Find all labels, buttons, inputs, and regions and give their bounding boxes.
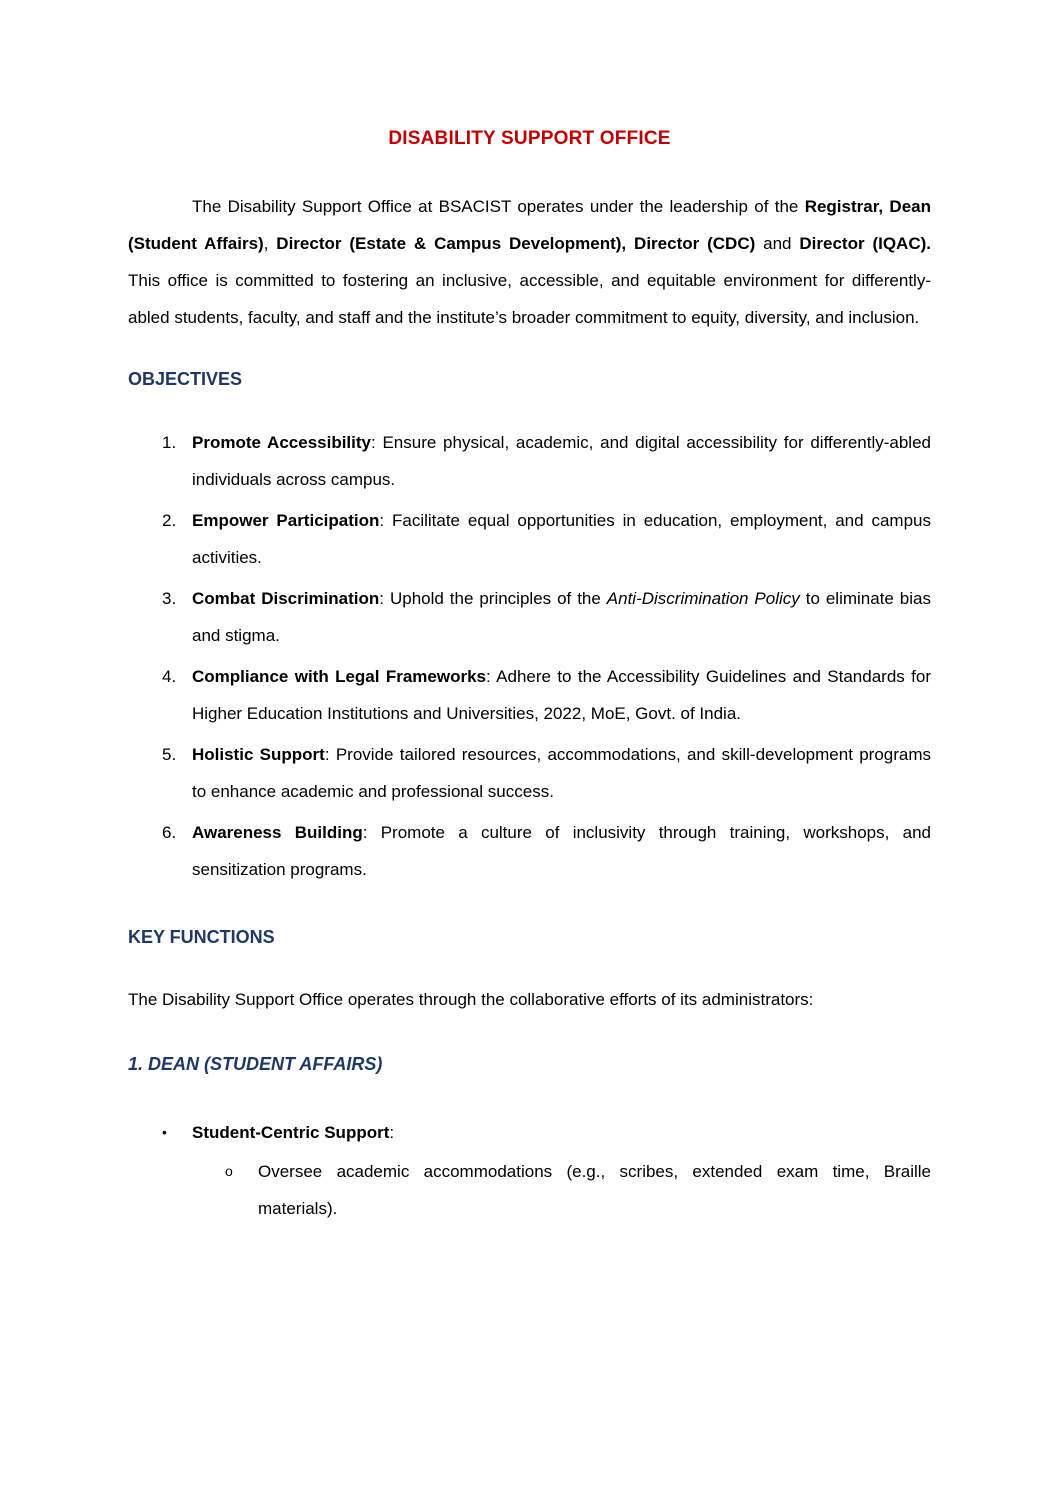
intro-segment: Director (IQAC). bbox=[799, 234, 932, 253]
objective-text: Combat Discrimination: Uphold the principles of the Anti-Discrimination Policy to eliminate bias and stigma. bbox=[192, 589, 931, 645]
objective-number: 6. bbox=[162, 823, 177, 842]
circle-bullet-icon: o bbox=[225, 1163, 233, 1179]
objective-text: Holistic Support: Provide tailored resources, accommodations, and skill-development programs to enhance academic and professional success. bbox=[192, 745, 932, 801]
objective-item bbox=[162, 580, 931, 654]
bullet-text: Student-Centric Support: bbox=[192, 1123, 395, 1142]
objective-item bbox=[162, 814, 931, 888]
objective-number: 2. bbox=[162, 511, 177, 530]
objective-item bbox=[162, 502, 931, 576]
objective-text: Empower Participation: Facilitate equal opportunities in education, employment, and campus activities. bbox=[192, 511, 931, 567]
objective-item bbox=[162, 424, 931, 498]
dean-section-heading: 1. DEAN (STUDENT AFFAIRS) bbox=[128, 1054, 383, 1074]
intro-segment: The Disability Support Office at BSACIST operates under the leadership of the bbox=[192, 197, 805, 216]
intro-paragraph bbox=[128, 188, 931, 336]
intro-segment: , bbox=[263, 234, 277, 253]
objective-number: 5. bbox=[162, 745, 177, 764]
sub-bullet-item bbox=[128, 1153, 931, 1227]
bullet-list bbox=[128, 1114, 931, 1227]
objective-item bbox=[162, 736, 931, 810]
objective-text: Awareness Building: Promote a culture of inclusivity through training, workshops, and sensitization programs. bbox=[192, 823, 931, 879]
intro-segment: Director (Estate & Campus Development), Director (CDC) bbox=[276, 234, 756, 253]
bullet-icon: • bbox=[162, 1124, 167, 1140]
objective-item bbox=[162, 658, 931, 732]
objective-text: Promote Accessibility: Ensure physical, academic, and digital accessibility for differently-abled individuals across campus. bbox=[192, 433, 931, 489]
page-title: DISABILITY SUPPORT OFFICE bbox=[388, 128, 671, 149]
key-functions-intro: The Disability Support Office operates through the collaborative efforts of its administrators: bbox=[128, 990, 814, 1009]
objective-number: 4. bbox=[162, 667, 177, 686]
objectives-heading: OBJECTIVES bbox=[128, 369, 243, 389]
intro-segment: and bbox=[755, 234, 800, 253]
bullet-item bbox=[128, 1114, 931, 1151]
intro-segment: Registrar, Dean (Student Affairs) bbox=[128, 197, 931, 253]
key-functions-heading: KEY FUNCTIONS bbox=[128, 927, 275, 947]
intro-segment: This office is committed to fostering an inclusive, accessible, and equitable environment for differently-abled students, faculty, and staff and the institute’s broader commitment to equity, diversity, and inclusion. bbox=[128, 271, 931, 327]
objective-number: 1. bbox=[162, 433, 177, 452]
objectives-list bbox=[128, 424, 931, 888]
objective-number: 3. bbox=[162, 589, 177, 608]
sub-bullet-text: Oversee academic accommodations (e.g., scribes, extended exam time, Braille materials). bbox=[258, 1162, 931, 1218]
objective-text: Compliance with Legal Frameworks: Adhere to the Accessibility Guidelines and Standards for Higher Education Institutions and Universities, 2022, MoE, Govt. of India. bbox=[192, 667, 931, 723]
